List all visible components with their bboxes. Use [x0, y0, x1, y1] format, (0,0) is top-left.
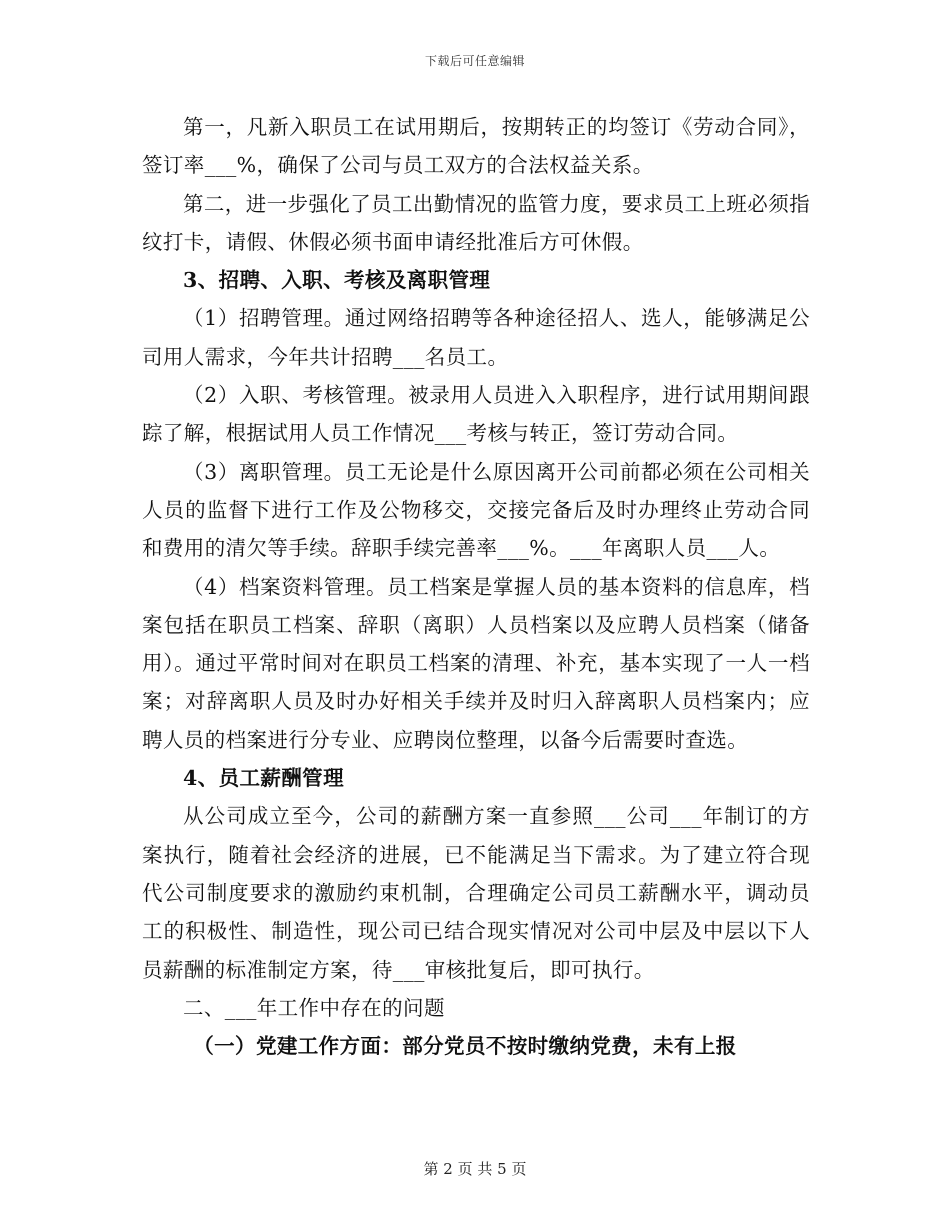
section-heading-salary: 4、员工薪酬管理 — [183, 766, 344, 791]
paragraph-contract: 第一，凡新入职员工在试用期后，按期转正的均签订《劳动合同》，签订率___%，确保了公司与员工双方的合法权益关系。 — [142, 115, 810, 178]
item-archives: （4）档案资料管理。员工档案是掌握人员的基本资料的信息库，档案包括在职员工档案、辞职（离职）人员档案以及应聘人员档案（储备用）。通过平常时间对在职员工档案的清理、补充，基本实现了一人一档案；对辞离职人员及时办好相关手续并及时归入辞离职人员档案内；应聘人员的档案进行分专业、应聘岗位整理，以备今后需要时查选。 — [142, 574, 810, 752]
subheading-party-building: （一）党建工作方面：部分党员不按时缴纳党费，未有上报 — [193, 1034, 737, 1059]
page-header: 下载后可任意编辑 — [424, 54, 525, 68]
document-body — [142, 108, 810, 1065]
paragraph-attendance: 第二，进一步强化了员工出勤情况的监管力度，要求员工上班必须指纹打卡，请假、休假必须书面申请经批准后方可休假。 — [142, 191, 810, 254]
paragraph-salary: 从公司成立至今，公司的薪酬方案一直参照___公司___年制订的方案执行，随着社会经济的进展，已不能满足当下需求。为了建立符合现代公司制度要求的激励约束机制，合理确定公司员工薪酬水平，调动员工的积极性、制造性，现公司已结合现实情况对公司中层及中层以下人员薪酬的标准制定方案，待___审核批复后，即可执行。 — [142, 804, 810, 982]
item-recruitment: （1）招聘管理。通过网络招聘等各种途径招人、选人，能够满足公司用人需求，今年共计招聘___名员工。 — [142, 306, 810, 369]
section-heading-problems: 二、___年工作中存在的问题 — [183, 995, 445, 1020]
section-heading-recruitment: 3、招聘、入职、考核及离职管理 — [183, 268, 491, 293]
item-resignation: （3）离职管理。员工无论是什么原因离开公司前都必须在公司相关人员的监督下进行工作及公物移交，交接完备后及时办理终止劳动合同和费用的清欠等手续。辞职手续完善率___%。___年离职人员___人。 — [142, 459, 810, 561]
item-onboarding: （2）入职、考核管理。被录用人员进入入职程序，进行试用期间跟踪了解，根据试用人员工作情况___考核与转正，签订劳动合同。 — [142, 383, 810, 446]
page-footer: 第 2 页 共 5 页 — [423, 1160, 527, 1178]
